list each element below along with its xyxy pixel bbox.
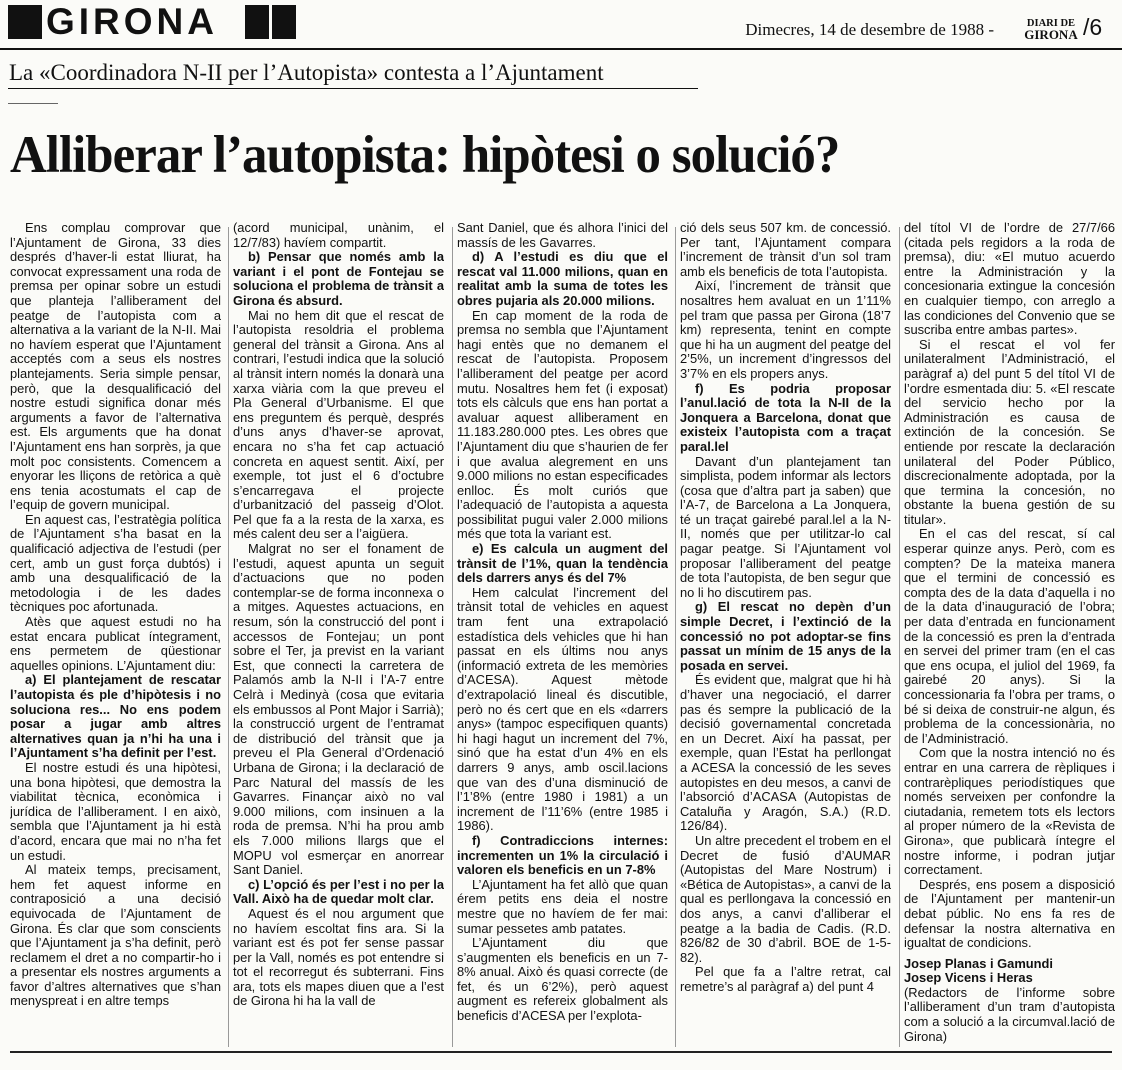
subheading: e) Es calcula un augment del trànsit de l’1%, quan la tendència dels darrers anys és del 7% [457,541,668,586]
subheading: d) A l’estudi es diu que el rescat val 11.000 milions, quan en realitat amb la suma de totes les obres pujaria als 20.000 milions. [457,249,668,308]
column-divider [228,227,229,1047]
paragraph: Al mateix temps, precisament, hem fet aquest informe en contraposició a una decisió equivocada de l’Ajuntament de Girona. És clar que som conscients que l’Ajuntament ja s’ha definit, però reclamem el dret a no compartir-ho i a presentar els nostres arguments a favor d’altres alternatives que s’han menyspreat i en altre temps [10,862,221,1009]
paragraph: Sant Daniel, que és alhora l’inici del massís de les Gavarres. [457,221,668,250]
column-divider [675,227,676,1047]
paragraph: El nostre estudi és una hipòtesi, una bona hipòtesi, que demostra la viabilitat tècnica, econòmica i jurídica de l’alliberament. I en això, sembla que l’Ajuntament ja hi està d’acord, encara que mai no n’ha fet un estudi. [10,759,221,863]
paragraph: Després, ens posem a disposició de l’Ajuntament per mantenir-un debat públic. No ens fa res de defensar la nostra alternativa en igualtat de condicions. [904,876,1115,951]
column-3 [457,221,668,1051]
kicker-rule [8,88,698,89]
subheading: a) El plantejament de rescatar l’autopista és ple d’hipòtesis i no soluciona res... No ens podem posar a jugar amb altres alternatives quan ja n’hi ha una i l’Ajuntament s’ha definit per l’est. [10,672,221,761]
article-body [0,221,1122,1051]
kicker-rule-dash [8,103,58,104]
paragraph: Si el rescat el vol fer unilateralment l’Administració, el paràgraf a) del punt 5 del títol VI de l’ordre esmentada diu: 5. «El rescate del servicio hecho por la Administración es causa de extinción de la concesión. Se entiende por rescate la declaración unilateral del Poder Público, discrecionalmente adoptada, por la que termina la concesión, no obstante la buena gestión de su titular». [904,336,1115,527]
column-2 [233,221,444,1051]
paragraph: Un altre precedent el trobem en el Decret de fusió d’AUMAR (Autopistas del Mare Nostrum) i «Bética de Autopistas», a canvi de la qual es perllongava la concessió en dos anys, a canvi d’alliberar el peatge a la badia de Cadis. (R.D. 826/82 de 30 d’abril. BOE de 1-5-82). [680,832,891,965]
subheading: b) Pensar que només amb la variant i el pont de Fontejau se soluciona el problema de trànsit a Girona és absurd. [233,249,444,308]
paragraph: Davant d’un plantejament tan simplista, podem informar als lectors (cosa que d’altra part ja saben) que l’A-7, de Barcelona a La Jonquera, té un traçat gairebé paral.lel a la N-II, només que per utilitzar-lo cal pagar peatge. Si l’Ajuntament vol proposar l’alliberament del peatge de tota l’autopista, de ben segur que no li ho discutirem pas. [680,453,891,600]
article-headline: Alliberar l’autopista: hipòtesi o solució? [10,126,840,184]
author-note: (Redactors de l’informe sobre l’alliberament d’un tram d’autopista com a solució a la circumval.lació de Girona) [904,984,1115,1044]
author-signature: Josep Planas i Gamundi [904,955,1054,971]
paragraph: (acord municipal, unànim, el 12/7/83) havíem compartit. [233,221,444,250]
column-5 [904,221,1115,1051]
header-rule [0,48,1122,50]
paragraph: Pel que fa a l’altre retrat, cal remetre’s al paràgraf a) del punt 4 [680,964,891,994]
paragraph: ció dels seus 507 km. de concessió. Per tant, l’Ajuntament compara l’increment de trànsit d’un sol tram amb els beneficis de tota l’autopista. [680,221,891,279]
paragraph: Atès que aquest estudi no ha estat encara publicat íntegrament, ens permetem de qüestionar aquelles opinions. L’Ajuntament diu: [10,614,221,673]
paragraph: En aquest cas, l’estratègia política de l’Ajuntament s’ha basat en la qualificació adjectiva de l’estudi (per cert, amb un gust força dubtós) i amb una desqualificació de la metodologia i de les dades tècniques poc afortunada. [10,511,221,615]
subheading: c) L’opció és per l’est i no per la Vall. Això ha de quedar molt clar. [233,876,444,907]
subheading: f) Es podria proposar l’anul.lació de tota la N-II de la Jonquera a Barcelona, donat que existeix l’autopista com a traçat paral.lel [680,380,891,454]
paragraph: Mai no hem dit que el rescat de l’autopista resoldria el problema general del trànsit a Girona. Ans al contrari, l’estudi indica que la solució al trànsit intern només la donarà una xarxa viària com la que preveu el Pla General d’Urbanisme. El que ens preguntem és perquè, després d’uns anys d’haver-se aprovat, encara no s’ha fet cap actuació concreta en aquest sentit. Així, per exemple, tot just el 6 d’octubre s’encarregava el projecte d’urbanització del passeig d’Olot. Pel que fa a la resta de la xarxa, es més calent deu ser a l’aigüera. [233,307,444,542]
paragraph: L’Ajuntament diu que s’augmenten els beneficis en un 7-8% anual. Això és quasi correcte (de fet, és un 6’2%), però aquest augment es refereix globalment als beneficis d’ACESA per l’explota- [457,935,668,1024]
paragraph: Hem calculat l’increment del trànsit total de vehicles en aquest tram fent una extrapolació estadística dels vehicles que hi han passat en els últims nou anys (informació extreta de les memòries d’ACESA). Aquest mètode d’extrapolació lineal és discutible, però no és cert que en els «darrers anys» (tampoc especifiquen quants) hi hagi hagut un increment del 7%, sinó que ha estat d’un 4% en els darrers 9 anys, amb oscil.lacions que van des d’una disminució de l’1’8% (entre 1980 i 1981) a un increment de l’11’6% (entre 1985 i 1986). [457,584,668,834]
section-marker-left [8,5,42,39]
paragraph: L’Ajuntament ha fet allò que quan érem petits ens deia el nostre mestre que no havíem de fer mai: sumar pessetes amb patates. [457,876,668,936]
paragraph: Com que la nostra intenció no és entrar en una carrera de rèpliques i contrarèpliques periodístiques que només serveixen per confondre la ciutadania, remetem tots els lectors al proper número de la «Revista de Girona», que publicarà íntegre el nostre informe, i podran jutjar correctament. [904,745,1115,878]
paragraph: Ens complau comprovar que l’Ajuntament de Girona, 33 dies després d’haver-li estat lliurat, ha convocat expressament una roda de premsa per opinar sobre un estudi que planteja l’alliberament del peatge de l’autopista com a alternativa a la variant de la N-II. Mai no havíem esperat que l’Ajuntament acceptés com a seus els nostres plantejaments. Seria simple pensar, però, que la desqualificació del nostre estudi significa donar més arguments a favor de l’alternativa est. Els arguments que ha donat l’Ajuntament ens han sorprès, ja que molt poc consistents. Comencem a enyorar les lliçons de retòrica a què ens tenia acostumats el cap de l’equip de govern municipal. [10,221,221,513]
newspaper-logo [1023,18,1079,40]
section-name: GIRONA [46,1,218,42]
paragraph: En cap moment de la roda de premsa no sembla que l’Ajuntament hagi entès que no demanem el rescat de l’autopista. Proposem l’alliberament del peatge per acord mutu. Nosaltres hem fet (i exposat) tots els càlculs que ens han portat a avaluar aquest alliberament en 11.183.280.000 ptes. Les obres que l’Ajuntament diu que s’haurien de fer i que avalua alegrement en uns 9.000 milions no estan especificades enlloc. És molt curiós que l’adequació de l’autopista a aquesta possibilitat pugui valer 2.000 milions més que tota la variant est. [457,307,668,542]
logo-line-1: DIARI DE [1026,18,1076,29]
article-kicker: La «Coordinadora N-II per l’Autopista» contesta a l’Ajuntament [9,60,604,85]
paragraph: del títol VI de l’ordre de 27/7/66 (citada pels regidors a la roda de premsa), diu: «El mutuo acuerdo entre la Administración y la concesionaria extingue la concesión en cualquier tiempo, con arreglo a las condiciones del Convenio que se suscriba entre ambas partes». [904,221,1115,338]
subheading: f) Contradiccions internes: incrementen un 1% la circulació i valoren els beneficis en un 7-8% [457,832,668,878]
column-1 [10,221,221,1051]
paragraph: Aquest és el nou argument que no havíem escoltat fins ara. Si la variant est és pot fer sense passar per la Vall, només es pot entendre si tot el recorregut és subterrani. Fins ara, tots els mapes diuen que a l’est de Girona hi ha la vall de [233,905,444,1009]
section-marker-right-1 [245,5,269,39]
paragraph: En el cas del rescat, sí cal esperar quinze anys. Però, com es compten? De la mateixa manera que el termini de concessió es compta des de la data d’aquella i no de la data d’inauguració de l’obra; per data d’entrada en funcionament de la concessió es pren la d’entrada en servei del primer tram (en el cas que ens ocupa, el juliol del 1969, fa gairebé 20 anys). Si la concessionaria fa l’obra per trams, o bé si deixa de construir-ne algun, és problema de la concessionària, no de l’Administració. [904,526,1115,746]
column-divider [899,227,900,1047]
page-number: /6 [1083,14,1103,40]
subheading: g) El rescat no depèn d’un simple Decret, i l’extinció de la concessió no pot adoptar-se fins passat un mínim de 15 anys de la posada en servei. [680,599,891,673]
paragraph: Així, l’increment de trànsit que nosaltres hem avaluat en un 1’11% pel tram que passa per Girona (18’7 km) representa, tenint en compte que hi ha un augment del peatge del 2’5%, un increment d’ingressos del 3’7% en els propers anys. [680,278,891,381]
paragraph: És evident que, malgrat que hi hà d’haver una negociació, el darrer pas és sempre la publicació de la decisió governamental concretada en un Decret. Així ha passat, per exemple, quan l’Estat ha perllongat a ACESA la concessió de les seves autopistes en deu mesos, a canvi de l’absorció d’ACASA (Autopistas de Cataluña y Aragón, S.A.) (R.D. 126/84). [680,672,891,834]
dateline: Dimecres, 14 de desembre de 1988 - [745,20,994,39]
bottom-rule [10,1051,1112,1053]
column-divider [452,227,453,1047]
author-signature: Josep Vicens i Heras [904,970,1033,986]
column-4 [680,221,891,1051]
paragraph: Malgrat no ser el fonament de l’estudi, aquest apunta un seguit d’actuacions que no poden contemplar-se de forma inconnexa o a mitges. Aquestes actuacions, en resum, són la construcció del pont i accessos de Fontejau; un pont sobre el Ter, ja previst en la variant Est, que connecti la carretera de Palamós amb la N-II i l’A-7 entre Celrà i Medinyà (cosa que evitaria els embussos al Pont Major i Sarrià); la construcció urgent de l’entramat de distribució del trànsit que ja preveu el Pla General d’Ordenació Urbana de Girona; i la declaració de Parc Natural del massís de les Gavarres. Finançar això no val 9.000 milions, com insinuen a la roda de premsa. N’hi ha prou amb els 7.000 milions llargs que el MOPU vol esmerçar en anorrear Sant Daniel. [233,541,444,878]
logo-line-2: GIRONA [1024,27,1078,42]
section-marker-right-2 [272,5,296,39]
